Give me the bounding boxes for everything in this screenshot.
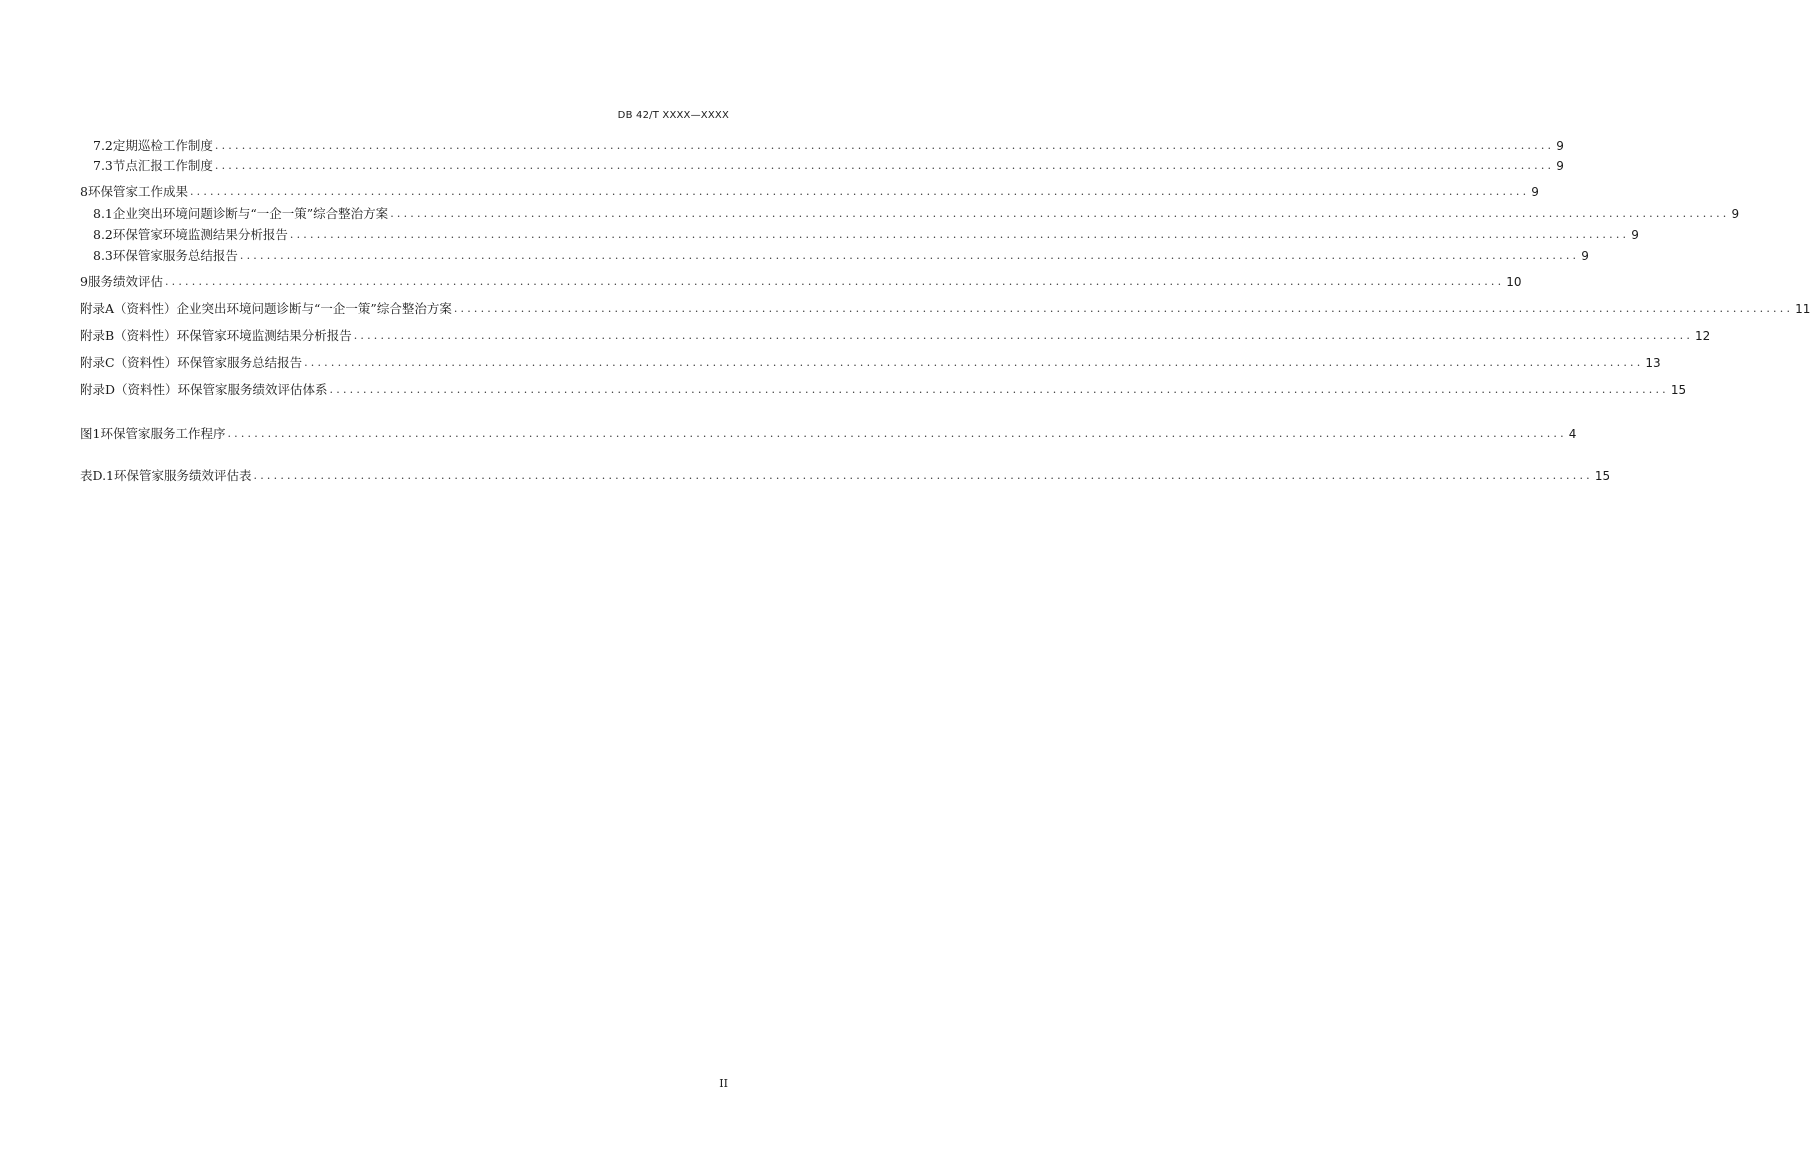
toc-leader-dots: ........................................................................................................................................................................................................: [390, 207, 1730, 220]
toc-leader-dots: ........................................................................................................................................................................................................: [189, 185, 1530, 198]
toc-entry-page: 15: [1670, 383, 1687, 397]
toc-entry-title: 定期巡检工作制度: [112, 138, 213, 153]
toc-entry-number: 8.3: [93, 248, 113, 263]
toc-entry[interactable]: [80, 182, 1539, 202]
toc-entry-page: 10: [1506, 275, 1522, 289]
toc-entry-number: 附录B（资料性）: [80, 328, 177, 343]
toc-entry[interactable]: [80, 156, 1564, 176]
toc-entry[interactable]: [80, 136, 1564, 156]
toc-entry-number: 8.1: [93, 206, 113, 221]
toc-entry-number: 7.2: [93, 138, 113, 153]
toc-leader-dots: ........................................................................................................................................................................................................: [227, 427, 1567, 440]
toc-entry-page: 15: [1594, 469, 1611, 483]
toc-entry-page: 13: [1645, 356, 1661, 370]
toc-entry-number: 表D.1: [80, 468, 115, 483]
toc-entry-title: 服务绩效评估: [87, 274, 163, 289]
toc-entry[interactable]: [80, 353, 1661, 373]
toc-entry-page: 11: [1795, 302, 1810, 316]
toc-entry-page: 4: [1568, 427, 1577, 441]
toc-entry-number: 附录D（资料性）: [80, 382, 178, 397]
toc-entry[interactable]: [80, 204, 1740, 224]
toc-leader-dots: ........................................................................................................................................................................................................: [214, 159, 1555, 172]
toc-entry-number: 附录A（资料性）: [80, 301, 177, 316]
toc-entry-title: 环保管家环境监测结果分析报告: [112, 227, 288, 242]
toc-entry[interactable]: [80, 246, 1589, 266]
toc-entry-page: 9: [1556, 139, 1564, 153]
toc-leader-dots: ........................................................................................................................................................................................................: [329, 383, 1669, 396]
toc-leader-dots: ........................................................................................................................................................................................................: [239, 249, 1580, 262]
toc-entry-title: 节点汇报工作制度: [112, 158, 213, 173]
toc-leader-dots: ........................................................................................................................................................................................................: [253, 469, 1593, 482]
toc-entry-title: 环保管家服务工作程序: [100, 426, 226, 441]
document-code-header: DB 42/T XXXX—XXXX: [617, 110, 729, 121]
toc-entry[interactable]: [80, 299, 1810, 319]
toc-entry-title: 企业突出环境问题诊断与“一企一策”综合整治方案: [176, 301, 452, 316]
toc-entry[interactable]: [80, 466, 1611, 486]
toc-entry-title: 环保管家服务绩效评估表: [114, 468, 252, 483]
toc-leader-dots: ........................................................................................................................................................................................................: [289, 228, 1630, 241]
toc-leader-dots: ........................................................................................................................................................................................................: [164, 275, 1505, 288]
toc-entry-title: 环保管家服务总结报告: [177, 355, 303, 370]
toc-entry-number: 9: [80, 274, 88, 289]
toc-entry-title: 环保管家服务总结报告: [112, 248, 238, 263]
toc-entry-title: 环保管家环境监测结果分析报告: [176, 328, 352, 343]
toc-entry-number: 图1: [80, 426, 101, 441]
toc-entry-title: 企业突出环境问题诊断与“一企一策”综合整治方案: [112, 206, 389, 221]
toc-entry-number: 7.3: [93, 158, 113, 173]
toc-entry-page: 9: [1556, 159, 1564, 173]
toc-entry[interactable]: [80, 380, 1687, 400]
toc-entry[interactable]: [80, 424, 1577, 444]
toc-entry[interactable]: [80, 326, 1711, 346]
toc-leader-dots: ........................................................................................................................................................................................................: [453, 302, 1794, 315]
toc-entry-number: 8.2: [93, 227, 113, 242]
toc-entry-number: 附录C（资料性）: [80, 355, 178, 370]
toc-leader-dots: ........................................................................................................................................................................................................: [214, 139, 1555, 152]
toc-entry-title: 环保管家服务绩效评估体系: [177, 382, 328, 397]
page-number-footer: II: [719, 1077, 728, 1090]
toc-entry-title: 环保管家工作成果: [87, 184, 188, 199]
toc-entry-page: 9: [1731, 207, 1740, 221]
toc-leader-dots: ........................................................................................................................................................................................................: [353, 329, 1694, 342]
toc-entry-page: 9: [1631, 228, 1639, 242]
toc-entry[interactable]: [80, 272, 1522, 292]
toc-entry[interactable]: [80, 225, 1639, 245]
toc-leader-dots: ........................................................................................................................................................................................................: [304, 356, 1644, 369]
toc-entry-page: 9: [1581, 249, 1589, 263]
toc-entry-page: 9: [1531, 185, 1539, 199]
toc-entry-page: 12: [1695, 329, 1711, 343]
toc-entry-number: 8: [80, 184, 88, 199]
